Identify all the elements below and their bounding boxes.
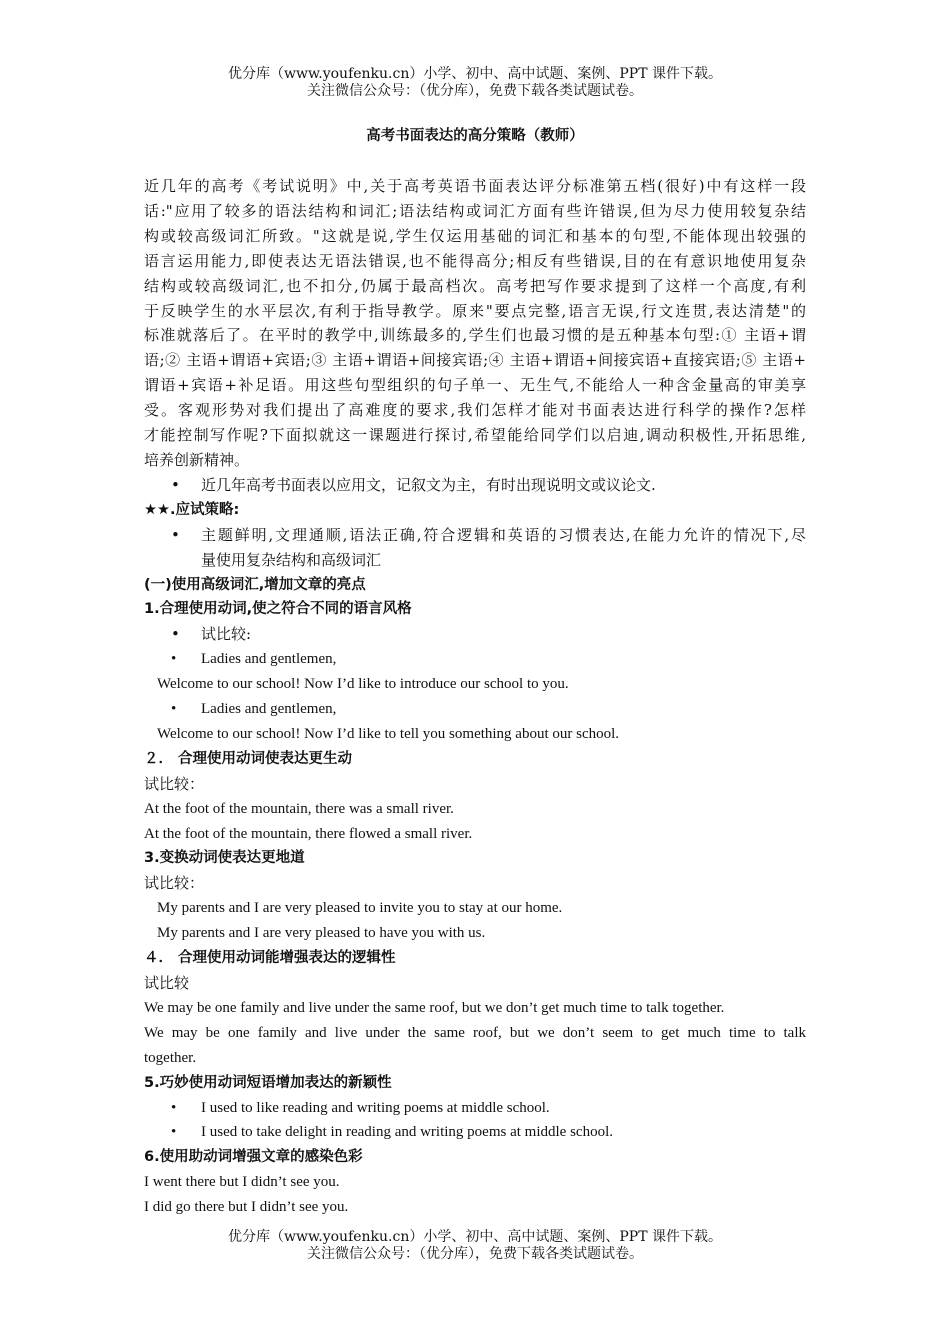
bullet-icon: • — [171, 625, 180, 644]
example-sentence: We may be one family and live under the same roof, but we don’t get much time to talk together. — [144, 999, 725, 1016]
bullet-text-line: 主题鲜明,文理通顺,语法正确,符合逻辑和英语的习惯表达,在能力允许的情况下,尽 — [201, 525, 806, 544]
list-item — [144, 1120, 806, 1145]
compare-label: 试比较: — [201, 625, 252, 644]
item-heading: ２． 合理使用动词使表达更生动 — [144, 750, 353, 767]
example-sentence: Welcome to our school! Now I’d like to introduce our school to you. — [157, 676, 569, 693]
example-sentence: I went there but I didn’t see you. — [144, 1174, 340, 1191]
example-sentence: I did go there but I didn’t see you. — [144, 1199, 349, 1216]
strategy-heading: ★★.应试策略: — [144, 501, 240, 518]
document-title: 高考书面表达的高分策略（教师） — [366, 128, 584, 144]
example-sentence: Welcome to our school! Now I’d like to tell you something about our school. — [157, 725, 620, 742]
example-text: I used to take delight in reading and writing poems at middle school. — [201, 1124, 613, 1141]
intro-line: 话:"应用了较多的语法结构和词汇;语法结构或词汇方面有些许错误,但为尽力使用较复杂结 — [144, 201, 806, 220]
bullet-icon: • — [171, 1099, 177, 1116]
page-footer — [0, 1229, 950, 1263]
intro-line: 才能控制写作呢?下面拟就这一课题进行探讨,希望能给同学们以启迪,调动积极性,开拓思维, — [144, 426, 806, 445]
compare-label: 试比较： — [144, 774, 205, 793]
bullet-icon: • — [171, 651, 177, 668]
footer-line-1: 优分库（www.youfenku.cn）小学、初中、高中试题、案例、PPT 课件下载。 — [227, 1229, 722, 1245]
bullet-text-line: 量使用复杂结构和高级词汇 — [201, 550, 382, 569]
header-line-2: 关注微信公众号：（优分库），免费下载各类试题试卷。 — [307, 83, 643, 99]
document-body — [144, 174, 806, 1220]
item-heading: 5.巧妙使用动词短语增加表达的新颖性 — [144, 1074, 392, 1091]
intro-line: 培养创新精神。 — [144, 450, 250, 469]
example-sentence: My parents and I are very pleased to have you with us. — [157, 925, 486, 942]
header-line-1: 优分库（www.youfenku.cn）小学、初中、高中试题、案例、PPT 课件下载。 — [227, 66, 722, 82]
intro-line: 标准就落后了。在平时的教学中,训练最多的,学生们也最习惯的是五种基本句型:① 主语+谓 — [144, 326, 806, 345]
compare-label: 试比较 — [144, 974, 190, 992]
item-heading: ４． 合理使用动词能增强表达的逻辑性 — [144, 950, 396, 967]
compare-label: 试比较： — [144, 874, 205, 893]
example-text: Ladies and gentlemen, — [201, 651, 337, 668]
item-heading: 1.合理使用动词,使之符合不同的语言风格 — [144, 601, 412, 618]
item-heading: 6.使用助动词增强文章的感染色彩 — [144, 1149, 363, 1166]
example-sentence: We may be one family and live under the same roof, but we don’t seem to get much time to talk — [144, 1024, 806, 1041]
item-heading: 3.变换动词使表达更地道 — [144, 850, 305, 867]
bullet-text: 近几年高考书面表以应用文，记叙文为主，有时出现说明文或议论文. — [201, 475, 656, 494]
footer-line-2: 关注微信公众号：（优分库），免费下载各类试题试卷。 — [307, 1246, 643, 1262]
intro-line: 结构或较高级词汇,也不扣分,仍属于最高档次。高考把写作要求提到了这样一个高度,有利 — [144, 276, 806, 295]
list-item — [144, 647, 806, 672]
intro-line: 语言运用能力,即使表达无语法错误,也不能得高分;相反有些错误,目的在有意识地使用复杂 — [144, 251, 806, 270]
list-item — [144, 523, 806, 573]
intro-paragraph — [144, 174, 806, 473]
example-text: I used to like reading and writing poems at middle school. — [201, 1099, 550, 1116]
bullet-icon: • — [171, 701, 177, 718]
example-sentence: At the foot of the mountain, there flowed a small river. — [144, 825, 473, 842]
list-item — [144, 622, 806, 647]
intro-line: 受。客观形势对我们提出了高难度的要求,我们怎样才能对书面表达进行科学的操作?怎样 — [144, 401, 806, 420]
intro-line: 语;② 主语+谓语+宾语;③ 主语+谓语+间接宾语;④ 主语+谓语+间接宾语+直接宾语;⑤ 主语+ — [144, 351, 806, 370]
bullet-icon: • — [171, 1124, 177, 1141]
intro-line: 于反映学生的水平层次,有利于指导教学。原来"要点完整,语言无误,行文连贯,表达清楚"的 — [144, 301, 806, 320]
list-item — [144, 1096, 806, 1121]
intro-line: 近几年的高考《考试说明》中,关于高考英语书面表达评分标准第五档(很好)中有这样一段 — [144, 177, 806, 195]
example-sentence: At the foot of the mountain, there was a small river. — [144, 800, 454, 817]
section-heading: (一)使用高级词汇,增加文章的亮点 — [144, 576, 366, 593]
example-sentence: My parents and I are very pleased to invite you to stay at our home. — [157, 900, 563, 917]
list-item — [144, 697, 806, 722]
example-sentence: together. — [144, 1049, 197, 1066]
bullet-icon: • — [171, 475, 180, 494]
page-header — [0, 66, 950, 100]
example-text: Ladies and gentlemen, — [201, 701, 337, 718]
intro-line: 谓语+宾语+补足语。用这些句型组织的句子单一、无生气,不能给人一种含金量高的审美享 — [144, 376, 806, 395]
intro-line: 构或较高级词汇所致。"这就是说,学生仅运用基础的词汇和基本的句型,不能体现出较强的 — [144, 226, 806, 245]
list-item — [144, 473, 806, 498]
bullet-icon: • — [171, 525, 180, 544]
